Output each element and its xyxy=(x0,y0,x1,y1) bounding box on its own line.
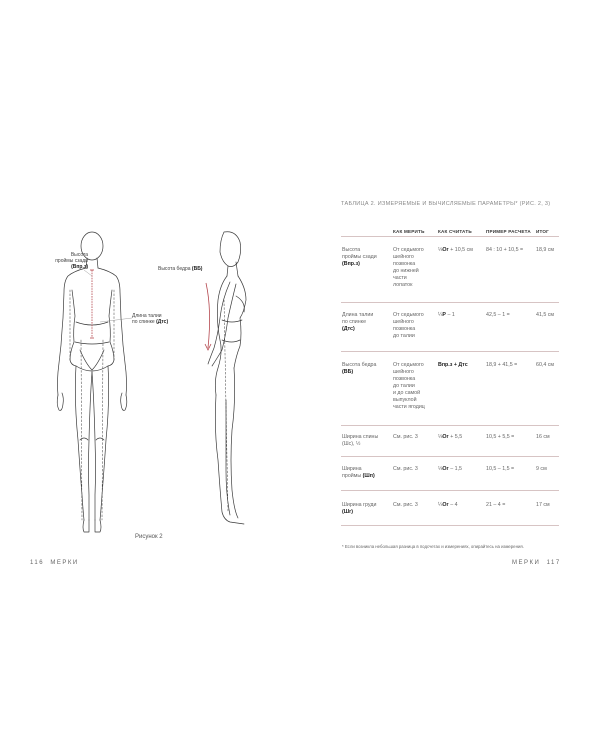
left-folio xyxy=(30,560,79,566)
right-running-head: МЕРКИ xyxy=(512,560,541,566)
row-total: 17 см xyxy=(536,502,550,508)
row-total: 16 см xyxy=(536,434,550,440)
row-total: 18,9 см xyxy=(536,247,555,253)
row-calc: ¼Ог – 4 xyxy=(438,502,458,508)
right-folio xyxy=(512,560,561,566)
row-calc: ¼Р – 1 xyxy=(438,312,455,318)
header-how-to-calc: КАК СЧИТАТЬ xyxy=(438,229,472,234)
row-example: 10,5 + 5,5 = xyxy=(486,434,515,440)
row-param: Длина талии по спинке (Дтс) xyxy=(342,312,374,332)
label-chest-height-code: (Впр.з) xyxy=(71,264,88,270)
row-calc: ⅛Ог – 1,5 xyxy=(438,466,463,472)
label-chest-height: Высота проймы сзади (Впр.з) xyxy=(55,252,88,270)
row-how: От седьмого шейного позвонка до талии xyxy=(393,312,424,339)
left-running-head: МЕРКИ xyxy=(50,560,79,566)
row-calc: ⅛Ог + 10,5 см xyxy=(438,247,473,253)
row-total: 41,5 см xyxy=(536,312,555,318)
row-rule xyxy=(341,490,559,491)
header-rule xyxy=(341,236,559,237)
figure-caption: Рисунок 2 xyxy=(135,534,163,540)
table-title: ТАБЛИЦА 2. ИЗМЕРЯЕМЫЕ И ВЫЧИСЛЯЕМЫЕ ПАРАМЕТРЫ* (РИС. 2, 3) xyxy=(341,201,551,207)
row-example: 10,5 – 1,5 = xyxy=(486,466,515,472)
right-page-number: 117 xyxy=(546,560,561,566)
side-view-figure xyxy=(208,232,246,524)
row-rule xyxy=(341,302,559,303)
row-example: 18,9 + 41,5 = xyxy=(486,362,518,368)
row-param: Ширина спины (Шс), ½ xyxy=(342,434,379,447)
label-hip-height-code: (ВБ) xyxy=(191,266,203,272)
row-how: От седьмого шейного позвонка до талии и до самой выпуклой части ягодиц xyxy=(393,362,425,410)
table-footnote: * Если возникла небольшая разница в подсчетах и измерениях, опирайтесь на измерения. xyxy=(342,544,524,549)
row-how: См. рис. 3 xyxy=(393,466,418,472)
row-rule xyxy=(341,351,559,352)
row-example: 84 : 10 + 10,5 = xyxy=(486,247,524,253)
row-total: 9 см xyxy=(536,466,547,472)
row-rule xyxy=(341,525,559,526)
header-total: ИТОГ xyxy=(536,229,549,234)
row-rule xyxy=(341,425,559,426)
row-param: Ширина груди (Шг) xyxy=(342,502,377,515)
row-calc: Впр.з + Дтс xyxy=(438,362,468,368)
row-param: Высота проймы сзади (Впр.з) xyxy=(342,247,377,267)
label-waist-length-code: (Дтс) xyxy=(156,319,169,325)
row-total: 60,4 см xyxy=(536,362,555,368)
row-how: См. рис. 3 xyxy=(393,502,418,508)
label-waist-length: Длина талии по спинке (Дтс) xyxy=(132,313,169,325)
row-example: 42,5 – 1 = xyxy=(486,312,510,318)
left-page-number: 116 xyxy=(30,560,45,566)
row-param: Высота бедра (ВБ) xyxy=(342,362,377,375)
header-how-to-measure: КАК МЕРИТЬ xyxy=(393,229,425,234)
row-how: См. рис. 3 xyxy=(393,434,418,440)
row-param: Ширина проймы (Шп) xyxy=(342,466,375,479)
header-example: ПРИМЕР РАСЧЕТА xyxy=(486,229,531,234)
row-how: От седьмого шейного позвонка до нижней части лопаток xyxy=(393,247,424,288)
row-calc: ⅛Ог + 5,5 xyxy=(438,434,463,440)
label-hip-height: Высота бедра (ВБ) xyxy=(158,266,203,272)
row-rule xyxy=(341,456,559,457)
back-view-figure xyxy=(57,232,127,532)
row-example: 21 – 4 = xyxy=(486,502,506,508)
